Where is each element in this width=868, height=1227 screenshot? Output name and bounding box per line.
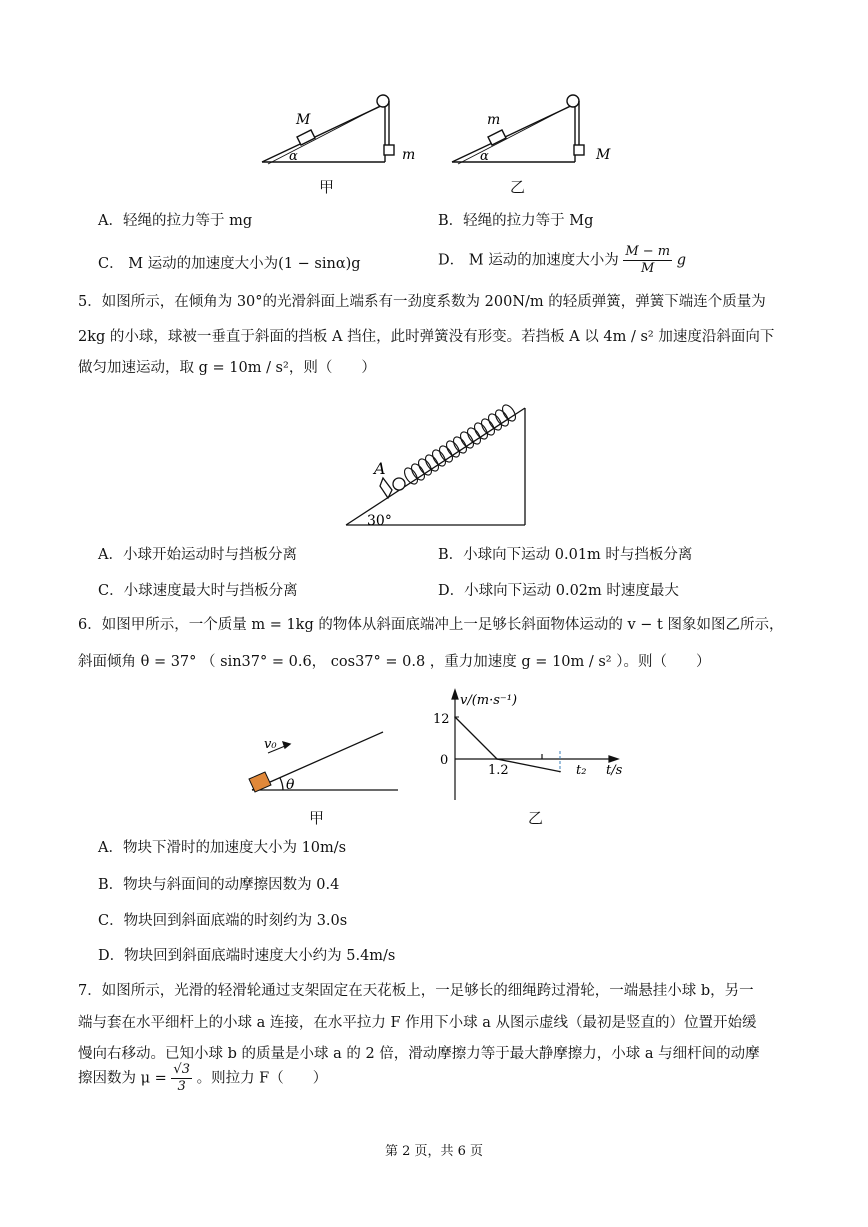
fraction-denominator: 3	[177, 1079, 186, 1094]
figure-label-a: A	[374, 459, 386, 478]
figure-caption-jia-q6: 甲	[309, 809, 325, 827]
q5-text-line3: 做匀加速运动，取 g = 10m / s²，则（ ）	[78, 360, 376, 376]
chart-x-tick-t2: t₂	[576, 763, 587, 778]
q4-option-b: B．轻绳的拉力等于 Mg	[438, 213, 594, 229]
v0-label: v₀	[264, 737, 277, 752]
vt-point-2	[559, 771, 561, 773]
chart-ylabel: v/(m·s⁻¹)	[460, 693, 518, 708]
theta-label: θ	[286, 777, 295, 793]
chart-x-tick-1-2: 1.2	[488, 763, 509, 778]
left-hang-label: m	[402, 147, 416, 163]
chart-y-tick-0: 0	[440, 753, 449, 768]
q5-option-a: A．小球开始运动时与挡板分离	[98, 547, 297, 563]
q6-option-a: A．物块下滑时的加速度大小为 10m/s	[98, 840, 347, 856]
right-hang-label: M	[596, 147, 611, 163]
q7-text-line1: 7．如图所示，光滑的轻滑轮通过支架固定在天花板上，一足够长的细绳跨过滑轮，一端悬挂小球 b，另一	[78, 983, 754, 999]
figure-caption-yi-q6: 乙	[528, 809, 544, 827]
q4-option-c: C． M 运动的加速度大小为(1 − sinα)g	[98, 256, 361, 272]
fraction-numerator: √3	[173, 1062, 190, 1077]
q6-text-line2: 斜面倾角 θ = 37° （ sin37° = 0.6， cos37° = 0.8 ，重力加速度 g = 10m / s² ）。则（ ）	[78, 654, 711, 670]
q5-text-line1: 5．如图所示，在倾角为 30°的光滑斜面上端系有一劲度系数为 200N/m 的轻质弹簧，弹簧下端连个质量为	[78, 294, 766, 310]
left-block-label: M	[296, 112, 311, 128]
right-angle-label: α	[480, 149, 489, 164]
chart-y-tick-12: 12	[433, 712, 450, 727]
q7-line4-prefix: 擦因数为 μ =	[78, 1070, 167, 1087]
fraction-denominator: M	[641, 261, 655, 276]
q5-text-line2: 2kg 的小球，球被一垂直于斜面的挡板 A 挡住，此时弹簧没有形变。若挡板 A 以 4m / s² 加速度沿斜面向下	[78, 329, 775, 345]
q7-line4-suffix: 。则拉力 F（ ）	[196, 1070, 328, 1087]
figure-angle-30: 30°	[367, 513, 392, 529]
page-footer: 第 2 页，共 6 页	[384, 1144, 484, 1159]
q5-option-b: B．小球向下运动 0.01m 时与挡板分离	[438, 547, 693, 563]
figure-caption-yi: 乙	[510, 178, 526, 196]
q4-option-d-prefix: D． M 运动的加速度大小为	[438, 252, 619, 269]
q4-option-d-suffix: g	[676, 252, 687, 269]
q5-option-d: D．小球向下运动 0.02m 时速度最大	[438, 583, 679, 599]
chart-xlabel: t/s	[606, 763, 623, 778]
figure-caption-jia: 甲	[319, 178, 335, 196]
q6-option-d: D．物块回到斜面底端时速度大小约为 5.4m/s	[98, 948, 396, 964]
vt-point-0	[454, 716, 456, 718]
right-block-label: m	[487, 112, 501, 128]
q7-text-line2: 端与套在水平细杆上的小球 a 连接，在水平拉力 F 作用下小球 a 从图示虚线（最初是竖直的）位置开始缓	[78, 1015, 757, 1031]
left-angle-label: α	[289, 149, 298, 164]
q7-text-line3: 慢向右移动。已知小球 b 的质量是小球 a 的 2 倍，滑动摩擦力等于最大静摩擦力，小球 a 与细杆间的动摩	[78, 1046, 760, 1062]
chart-x-arrow	[609, 756, 618, 762]
fraction-numerator: M − m	[625, 244, 671, 259]
q6-option-b: B．物块与斜面间的动摩擦因数为 0.4	[98, 877, 340, 893]
q6-option-c: C．物块回到斜面底端的时刻约为 3.0s	[98, 913, 348, 929]
vt-point-1	[496, 758, 498, 760]
mu-fraction	[171, 1062, 192, 1095]
q4-option-a: A．轻绳的拉力等于 mg	[98, 213, 253, 229]
q5-option-c: C．小球速度最大时与挡板分离	[98, 583, 298, 599]
chart-y-arrow	[452, 690, 458, 699]
q7-text-line4	[78, 1062, 327, 1095]
q6-text-line1: 6．如图甲所示，一个质量 m = 1kg 的物体从斜面底端冲上一足够长斜面物体运动的 v − t 图象如图乙所示，	[78, 617, 784, 633]
